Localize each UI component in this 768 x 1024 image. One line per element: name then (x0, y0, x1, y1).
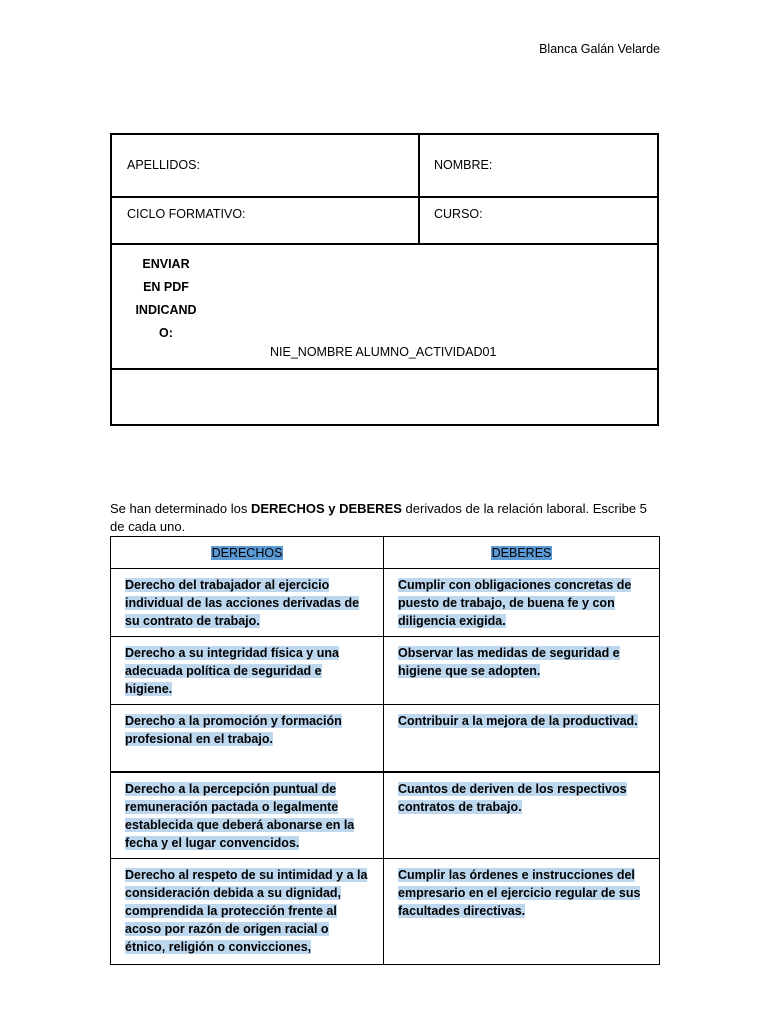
send-line: ENVIAR (142, 257, 190, 271)
table-row (111, 637, 660, 705)
derecho-cell: Derecho del trabajador al ejercicio individual de las acciones derivadas de su contrato de trabajo. (111, 569, 384, 637)
form-column-divider (418, 135, 420, 245)
filename-format: NIE_NOMBRE ALUMNO_ACTIVIDAD01 (270, 345, 497, 359)
send-line: O: (159, 326, 173, 340)
send-line: EN PDF (143, 280, 189, 294)
header-derechos: DERECHOS (111, 537, 384, 569)
form-row-instructions (112, 245, 657, 370)
intro-text: Se han determinado los (110, 501, 251, 516)
deber-cell: Cumplir con obligaciones concretas de puesto de trabajo, de buena fe y con diligencia exigida. (384, 569, 660, 637)
deber-cell: Cuantos de deriven de los respectivos contratos de trabajo. (384, 772, 660, 859)
derecho-cell: Derecho al respeto de su intimidad y a la consideración debida a su dignidad, comprendida la protección frente al acoso por razón de origen racial o étnico, religión o convicciones, (111, 859, 384, 965)
table-row (111, 569, 660, 637)
curso-label: CURSO: (434, 207, 483, 221)
ciclo-label: CICLO FORMATIVO: (127, 207, 246, 221)
deber-cell: Observar las medidas de seguridad e higiene que se adopten. (384, 637, 660, 705)
form-row-course (112, 198, 657, 245)
rights-duties-table (110, 536, 660, 965)
deber-cell: Contribuir a la mejora de la productivad. (384, 705, 660, 773)
form-row-names (112, 135, 657, 198)
form-row-empty (112, 370, 657, 424)
table-row (111, 772, 660, 859)
table-header-row (111, 537, 660, 569)
intro-bold: DERECHOS y DEBERES (250, 501, 402, 516)
intro-paragraph (110, 500, 662, 536)
table-row (111, 705, 660, 773)
send-instruction (130, 253, 202, 345)
derecho-cell: Derecho a la promoción y formación profesional en el trabajo. (111, 705, 384, 773)
deber-cell: Cumplir las órdenes e instrucciones del empresario en el ejercicio regular de sus facultades directivas. (384, 859, 660, 965)
header-deberes: DEBERES (384, 537, 660, 569)
intro-text-end: derivados de la relación laboral. Escribe 5 de cada uno. (110, 501, 647, 534)
derecho-cell: Derecho a su integridad física y una adecuada política de seguridad e higiene. (111, 637, 384, 705)
send-line: INDICAND (135, 303, 197, 317)
nombre-label: NOMBRE: (434, 158, 493, 172)
document-author: Blanca Galán Velarde (539, 42, 660, 56)
derecho-cell: Derecho a la percepción puntual de remuneración pactada o legalmente establecida que deberá abonarse en la fecha y el lugar convencidos. (111, 772, 384, 859)
apellidos-label: APELLIDOS: (127, 158, 200, 172)
student-info-form (110, 133, 659, 426)
table-row (111, 859, 660, 965)
